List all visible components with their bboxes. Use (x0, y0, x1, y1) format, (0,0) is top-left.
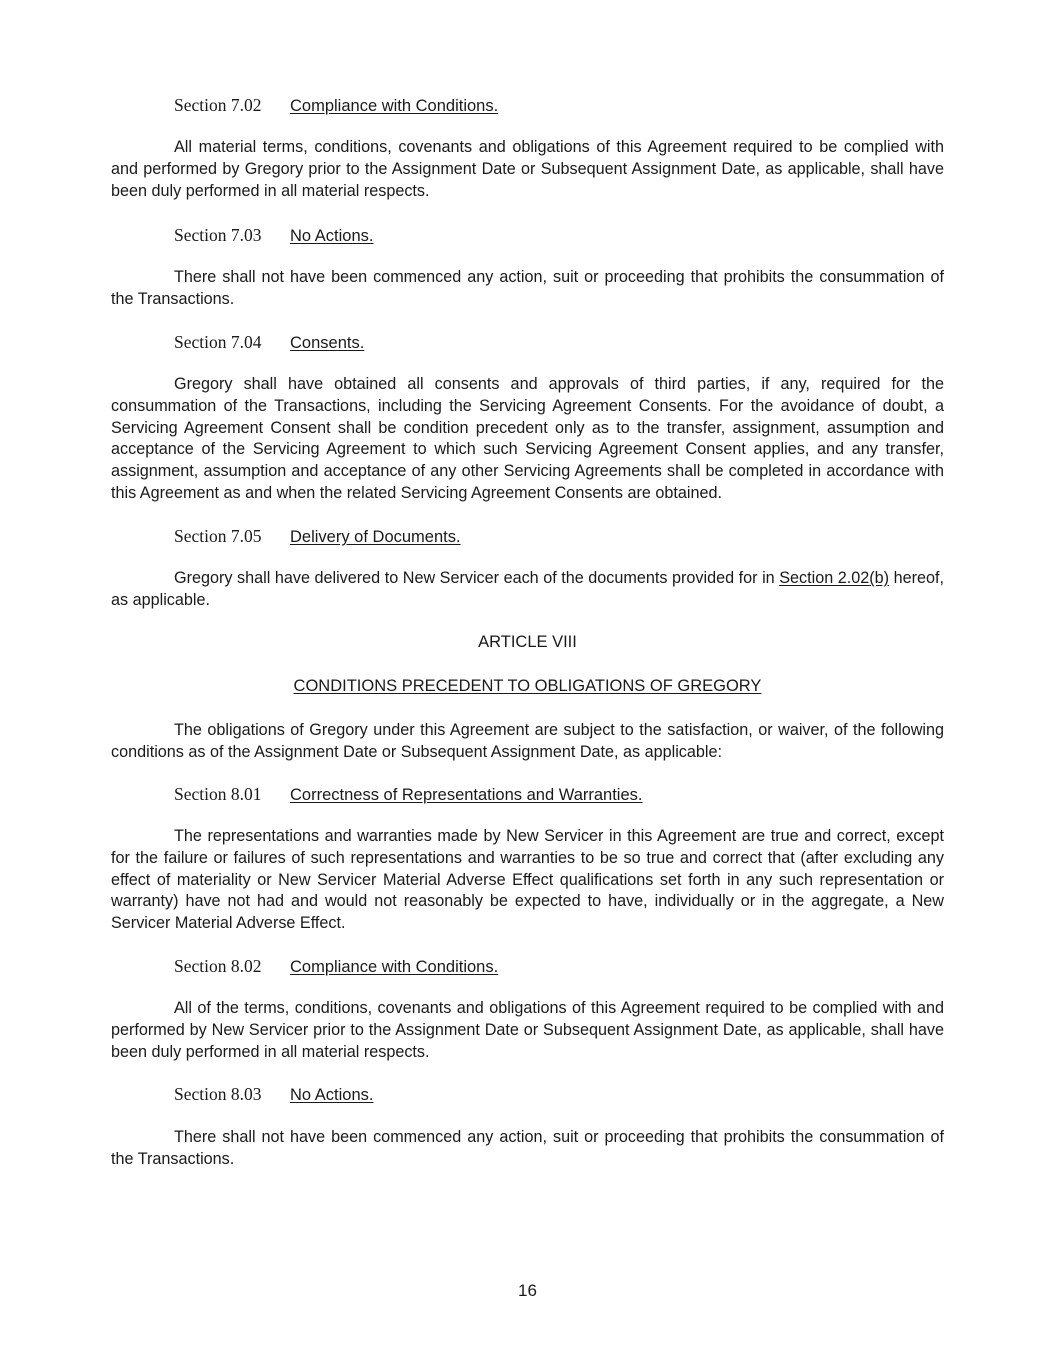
article-intro-body: The obligations of Gregory under this Agreement are subject to the satisfaction, or waiver, of the following conditions as of the Assignment Date or Subsequent Assignment Date, as applicable: (111, 721, 944, 761)
page-number: 16 (518, 1281, 537, 1300)
section-title: Compliance with Conditions. (290, 97, 499, 115)
section-number: Section 7.04 (174, 332, 262, 352)
section-number: Section 8.02 (174, 956, 262, 976)
section-7-03-body: There shall not have been commenced any action, suit or proceeding that prohibits the consummation of the Transactions. (111, 268, 944, 308)
section-title: Delivery of Documents. (290, 528, 461, 546)
section-7-03-heading (174, 225, 373, 246)
section-7-04-heading (174, 332, 364, 353)
article-title (111, 676, 944, 696)
section-7-04-body: Gregory shall have obtained all consents and approvals of third parties, if any, required for the consummation of the Transactions, including the Servicing Agreement Consents. For the avoidance of doubt, a Servicing Agreement Consent shall be condition precedent only as to the transfer, assignment, assumption and acceptance of the Servicing Agreement to which such Servicing Agreement Consent applies, and any transfer, assignment, assumption and acceptance of any other Servicing Agreements shall be completed in accordance with this Agreement as and when the related Servicing Agreement Consents are obtained. (111, 375, 944, 502)
section-title: Consents. (290, 334, 365, 352)
section-reference-link[interactable]: Section 2.02(b) (779, 569, 890, 587)
section-number: Section 8.01 (174, 784, 262, 804)
section-title: No Actions. (290, 227, 374, 245)
section-number: Section 7.02 (174, 95, 262, 115)
body-text: Gregory shall have delivered to New Servicer each of the documents provided for in (174, 569, 780, 587)
body-text: hereof, as applicable. (111, 569, 944, 609)
section-7-02-body: All material terms, conditions, covenants and obligations of this Agreement required to be complied with and performed by Gregory prior to the Assignment Date or Subsequent Assignment Date, as applicable, shall have been duly performed in all material respects. (111, 138, 944, 200)
section-7-05-body (111, 568, 944, 612)
section-number: Section 7.03 (174, 225, 262, 245)
section-7-02-heading (174, 95, 498, 116)
section-number: Section 8.03 (174, 1084, 262, 1104)
section-number: Section 7.05 (174, 526, 262, 546)
section-8-01-body: The representations and warranties made by New Servicer in this Agreement are true and correct, except for the failure or failures of such representations and warranties to be so true and correct that (after excluding any effect of materiality or New Servicer Material Adverse Effect qualifications set forth in any such representation or warranty) have not had and would not reasonably be expected to have, individually or in the aggregate, a New Servicer Material Adverse Effect. (111, 827, 944, 933)
section-8-02-heading (174, 956, 498, 977)
section-7-05-heading (174, 526, 461, 547)
section-8-01-heading (174, 784, 642, 805)
section-title: Compliance with Conditions. (290, 958, 499, 976)
section-8-03-body: There shall not have been commenced any action, suit or proceeding that prohibits the consummation of the Transactions. (111, 1128, 944, 1168)
article-heading: ARTICLE VIII (478, 633, 577, 651)
section-8-03-heading (174, 1084, 373, 1105)
article-title-text: CONDITIONS PRECEDENT TO OBLIGATIONS OF GREGORY (293, 677, 762, 695)
section-title: No Actions. (290, 1086, 374, 1104)
section-title: Correctness of Representations and Warranties. (290, 786, 643, 804)
section-8-02-body: All of the terms, conditions, covenants and obligations of this Agreement required to be complied with and performed by New Servicer prior to the Assignment Date or Subsequent Assignment Date, as applicable, shall have been duly performed in all material respects. (111, 999, 944, 1061)
